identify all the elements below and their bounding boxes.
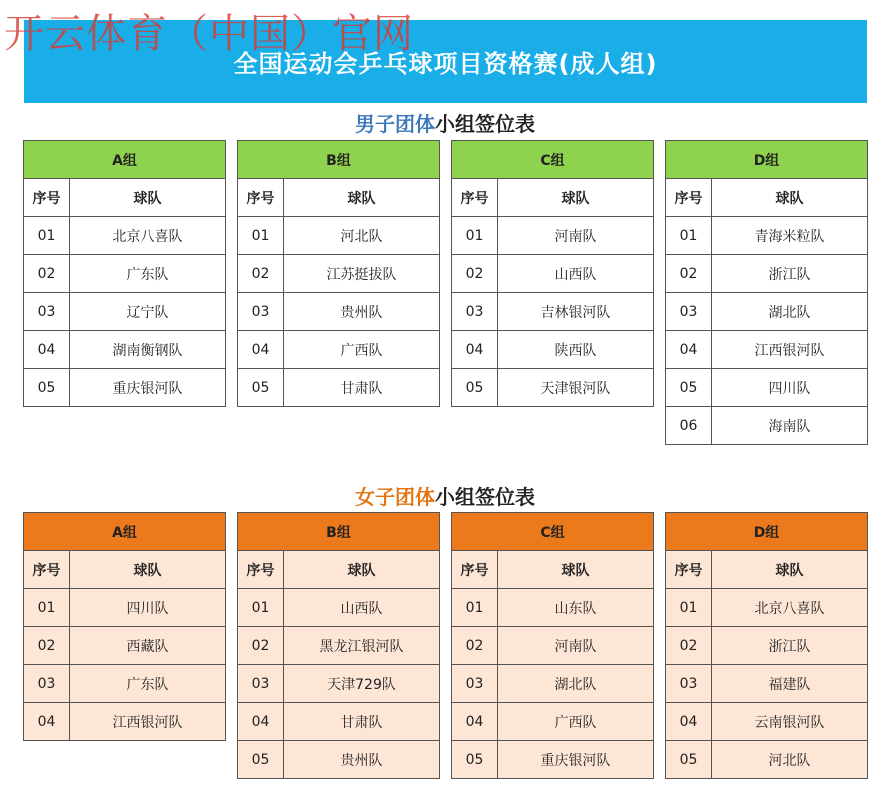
group-name: A组 — [24, 513, 226, 551]
column-header-team: 球队 — [712, 179, 868, 217]
seed-number: 05 — [452, 741, 498, 779]
men-group-table — [237, 140, 440, 407]
seed-number: 02 — [238, 627, 284, 665]
team-name: 吉林银河队 — [498, 293, 654, 331]
team-name: 河北队 — [284, 217, 440, 255]
seed-number: 05 — [666, 369, 712, 407]
seed-number: 02 — [666, 255, 712, 293]
men-group-table — [665, 140, 868, 445]
team-name: 辽宁队 — [70, 293, 226, 331]
group-name: B组 — [238, 141, 440, 179]
women-title-highlight: 女子团体 — [355, 485, 435, 509]
seed-number: 05 — [24, 369, 70, 407]
table-row — [24, 255, 226, 293]
table-row — [238, 665, 440, 703]
seed-number: 01 — [452, 217, 498, 255]
team-name: 重庆银河队 — [70, 369, 226, 407]
team-name: 北京八喜队 — [70, 217, 226, 255]
seed-number: 01 — [24, 217, 70, 255]
column-header-team: 球队 — [284, 551, 440, 589]
seed-number: 04 — [238, 331, 284, 369]
women-group-table — [665, 512, 868, 779]
team-name: 广东队 — [70, 255, 226, 293]
table-row — [666, 741, 868, 779]
column-header-no: 序号 — [238, 179, 284, 217]
seed-number: 06 — [666, 407, 712, 445]
column-header-no: 序号 — [24, 551, 70, 589]
seed-number: 02 — [24, 255, 70, 293]
table-row — [666, 665, 868, 703]
seed-number: 03 — [238, 293, 284, 331]
team-name: 山东队 — [498, 589, 654, 627]
women-group-table — [237, 512, 440, 779]
table-row — [666, 589, 868, 627]
table-row — [24, 665, 226, 703]
team-name: 浙江队 — [712, 627, 868, 665]
team-name: 湖北队 — [498, 665, 654, 703]
table-row — [238, 627, 440, 665]
seed-number: 02 — [238, 255, 284, 293]
team-name: 广西队 — [284, 331, 440, 369]
team-name: 天津729队 — [284, 665, 440, 703]
column-header-no: 序号 — [238, 551, 284, 589]
team-name: 江苏挺拔队 — [284, 255, 440, 293]
table-row — [452, 627, 654, 665]
team-name: 陕西队 — [498, 331, 654, 369]
table-row — [452, 255, 654, 293]
team-name: 湖北队 — [712, 293, 868, 331]
team-name: 黑龙江银河队 — [284, 627, 440, 665]
group-name: A组 — [24, 141, 226, 179]
men-group-table — [23, 140, 226, 407]
table-row — [452, 741, 654, 779]
seed-number: 03 — [666, 293, 712, 331]
column-header-no: 序号 — [452, 179, 498, 217]
seed-number: 01 — [452, 589, 498, 627]
seed-number: 03 — [238, 665, 284, 703]
table-row — [666, 255, 868, 293]
seed-number: 02 — [452, 627, 498, 665]
table-row — [238, 589, 440, 627]
team-name: 山西队 — [498, 255, 654, 293]
women-section-title — [0, 481, 890, 510]
table-row — [238, 369, 440, 407]
team-name: 江西银河队 — [70, 703, 226, 741]
seed-number: 02 — [452, 255, 498, 293]
seed-number: 03 — [452, 665, 498, 703]
team-name: 青海米粒队 — [712, 217, 868, 255]
group-name: D组 — [666, 141, 868, 179]
team-name: 云南银河队 — [712, 703, 868, 741]
table-row — [452, 703, 654, 741]
column-header-team: 球队 — [498, 551, 654, 589]
seed-number: 01 — [238, 217, 284, 255]
seed-number: 04 — [666, 331, 712, 369]
team-name: 四川队 — [712, 369, 868, 407]
seed-number: 02 — [666, 627, 712, 665]
table-row — [452, 369, 654, 407]
table-row — [666, 407, 868, 445]
table-row — [666, 331, 868, 369]
table-row — [24, 627, 226, 665]
column-header-team: 球队 — [70, 551, 226, 589]
team-name: 北京八喜队 — [712, 589, 868, 627]
seed-number: 04 — [452, 331, 498, 369]
team-name: 甘肃队 — [284, 703, 440, 741]
table-row — [238, 217, 440, 255]
table-row — [24, 217, 226, 255]
table-row — [24, 703, 226, 741]
banner-title: 全国运动会乒乓球项目资格赛(成人组) — [233, 50, 658, 78]
team-name: 四川队 — [70, 589, 226, 627]
seed-number: 02 — [24, 627, 70, 665]
table-row — [666, 217, 868, 255]
table-row — [666, 369, 868, 407]
team-name: 山西队 — [284, 589, 440, 627]
team-name: 湖南衡钢队 — [70, 331, 226, 369]
column-header-team: 球队 — [70, 179, 226, 217]
table-row — [24, 369, 226, 407]
seed-number: 01 — [24, 589, 70, 627]
table-row — [452, 331, 654, 369]
men-section-title — [0, 108, 890, 137]
seed-number: 05 — [666, 741, 712, 779]
seed-number: 01 — [666, 217, 712, 255]
table-row — [666, 627, 868, 665]
table-row — [238, 741, 440, 779]
table-row — [666, 293, 868, 331]
table-row — [24, 589, 226, 627]
group-name: B组 — [238, 513, 440, 551]
seed-number: 03 — [666, 665, 712, 703]
seed-number: 01 — [238, 589, 284, 627]
team-name: 江西银河队 — [712, 331, 868, 369]
column-header-team: 球队 — [712, 551, 868, 589]
column-header-team: 球队 — [498, 179, 654, 217]
table-row — [238, 293, 440, 331]
team-name: 海南队 — [712, 407, 868, 445]
seed-number: 04 — [666, 703, 712, 741]
team-name: 福建队 — [712, 665, 868, 703]
women-group-table — [23, 512, 226, 741]
column-header-no: 序号 — [666, 179, 712, 217]
seed-number: 04 — [452, 703, 498, 741]
column-header-no: 序号 — [24, 179, 70, 217]
group-name: D组 — [666, 513, 868, 551]
column-header-no: 序号 — [666, 551, 712, 589]
column-header-team: 球队 — [284, 179, 440, 217]
watermark-text: 开云体育（中国）官网 — [4, 11, 414, 57]
women-title-rest: 小组签位表 — [435, 485, 535, 509]
team-name: 贵州队 — [284, 293, 440, 331]
seed-number: 03 — [24, 665, 70, 703]
table-row — [452, 665, 654, 703]
table-row — [238, 255, 440, 293]
table-row — [238, 703, 440, 741]
table-row — [452, 589, 654, 627]
table-row — [24, 293, 226, 331]
table-row — [666, 703, 868, 741]
team-name: 天津银河队 — [498, 369, 654, 407]
men-title-rest: 小组签位表 — [435, 112, 535, 136]
team-name: 贵州队 — [284, 741, 440, 779]
group-name: C组 — [452, 141, 654, 179]
team-name: 甘肃队 — [284, 369, 440, 407]
team-name: 河北队 — [712, 741, 868, 779]
seed-number: 04 — [24, 703, 70, 741]
seed-number: 01 — [666, 589, 712, 627]
seed-number: 05 — [238, 741, 284, 779]
table-row — [452, 217, 654, 255]
table-row — [24, 331, 226, 369]
seed-number: 04 — [238, 703, 284, 741]
table-row — [452, 293, 654, 331]
table-row — [238, 331, 440, 369]
seed-number: 05 — [238, 369, 284, 407]
team-name: 河南队 — [498, 627, 654, 665]
men-group-table — [451, 140, 654, 407]
team-name: 广东队 — [70, 665, 226, 703]
men-title-highlight: 男子团体 — [355, 112, 435, 136]
group-name: C组 — [452, 513, 654, 551]
team-name: 河南队 — [498, 217, 654, 255]
seed-number: 03 — [452, 293, 498, 331]
team-name: 西藏队 — [70, 627, 226, 665]
column-header-no: 序号 — [452, 551, 498, 589]
team-name: 重庆银河队 — [498, 741, 654, 779]
seed-number: 03 — [24, 293, 70, 331]
women-group-table — [451, 512, 654, 779]
team-name: 广西队 — [498, 703, 654, 741]
seed-number: 04 — [24, 331, 70, 369]
team-name: 浙江队 — [712, 255, 868, 293]
seed-number: 05 — [452, 369, 498, 407]
